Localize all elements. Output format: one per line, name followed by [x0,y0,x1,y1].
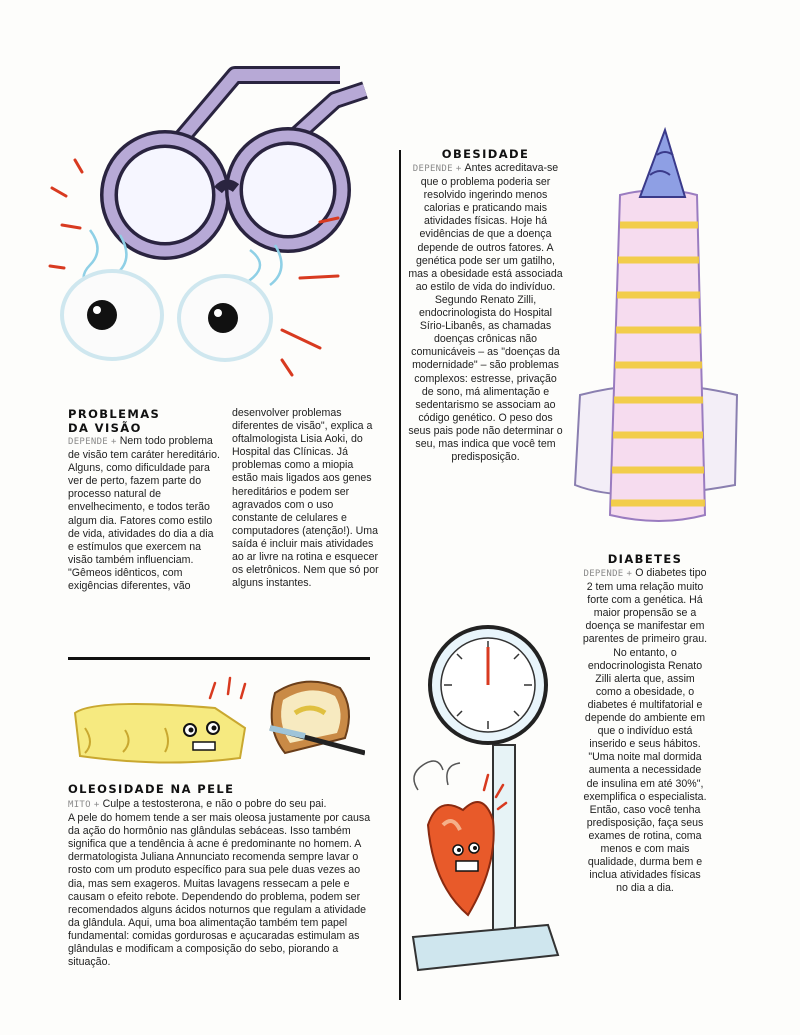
oleosidade-section [68,782,378,969]
glasses-eyes-illustration [20,30,380,390]
tag-separator: + [93,800,100,810]
tag-separator: + [111,437,117,447]
cake-tower-illustration [565,125,755,545]
tag-separator: + [626,569,633,579]
visao-text-col2: desenvolver problemas diferentes de visão", explica a oftalmologista Lisia Aoki, do Hospital das Clínicas. Já problemas como a miopia estão mais ligados aos genes hereditários e podem ser agravados com o uso constante de celulares e computadores (atenção!). Uma saída é incluir mais atividades ao ar livre na rotina e esquecer os eletrônicos. Nem que só por alguns instantes. [232,407,379,590]
visao-text-col1: Nem todo problema de visão tem caráter hereditário. Alguns, como dificuldade para ver de perto, fazem parte do processo natural de envelhecimento, e todos terão algum dia. Fatores como estilo de vida, atividades do dia a dia e estímulos que exercem na visão também influenciam. "Gêmeos idênticos, com exigências diferentes, vão [68,435,220,593]
diabetes-title: DIABETES [607,552,683,566]
oleosidade-lead: Culpe a testosterona, e não o pobre do seu pai. [102,798,327,810]
visao-title-line1: PROBLEMAS [68,407,161,421]
obesidade-tag: DEPENDE [412,164,453,174]
tag-separator: + [455,164,462,174]
visao-col1 [68,435,220,593]
obesidade-section [408,147,563,464]
section-divider [68,657,370,660]
visao-tag: DEPENDE [68,437,109,447]
diabetes-section [582,552,708,895]
oleosidade-text: A pele do homem tende a ser mais oleosa justamente por causa da ação do hormônio nas glândulas sebáceas. Isso também significa que a tendência à acne é predominante no homem. A dermatologista Juliana Annunciato recomenda sempre lavar o rosto com um produto específico para sua pele duas vezes ao dia, mas sem exageros. Muitas lavagens ressecam a pele e causam o efeito rebote. Dependendo do problema, podem ser recomendados alguns ácidos noturnos que regulam a atividade da glândula. Aqui, uma boa alimentação também tem papel fundamental: comidas gordurosas e açucaradas estimulam as glândulas e modificam a composição do sebo, piorando a situação. [68,812,371,969]
scale-heart-illustration [398,625,563,980]
butter-toast-illustration [65,668,365,768]
obesidade-text: Antes acreditava-se que o problema poderia ser resolvido ingerindo menos calorias e praticando mais atividades físicas. Hoje há evidências de que a doença depende de outros fatores. A genética pode ser um gatilho, mas a obesidade está associada ao estilo de vida do indivíduo. Segundo Renato Zilli, endocrinologista do Hospital Sírio-Libanês, as chamadas doenças crônicas não comunicáveis – as "doenças da modernidade" – são problemas complexos: estresse, privação de sono, má alimentação e sedentarismo se associam ao código genético. O peso dos seus pais pode não determinar o seu, mas indica que você tem predisposição. [408,162,563,464]
oleosidade-title: OLEOSIDADE NA PELE [68,782,235,796]
visao-title-line2: DA VISÃO [68,421,142,435]
oleosidade-tag: MITO [68,800,91,810]
diabetes-text: O diabetes tipo 2 tem uma relação muito forte com a genética. Há maior propensão se a doença se manifestar em parentes de primeiro grau. No entanto, o endocrinologista Renato Zilli alerta que, assim como a obesidade, o diabetes é multifatorial e depende do ambiente em que o indivíduo está inserido e seus hábitos. "Uma noite mal dormida aumenta a necessidade de insulina em até 30%", exemplifica o especialista. Então, caso você tenha predisposição, faça seus exames de rotina, coma menos e com mais qualidade, durma bem e inclua atividades físicas no dia a dia. [582,567,708,895]
column-divider [399,150,401,1000]
obesidade-title: OBESIDADE [441,147,530,161]
visao-col2 [232,407,382,590]
diabetes-tag: DEPENDE [583,569,624,579]
